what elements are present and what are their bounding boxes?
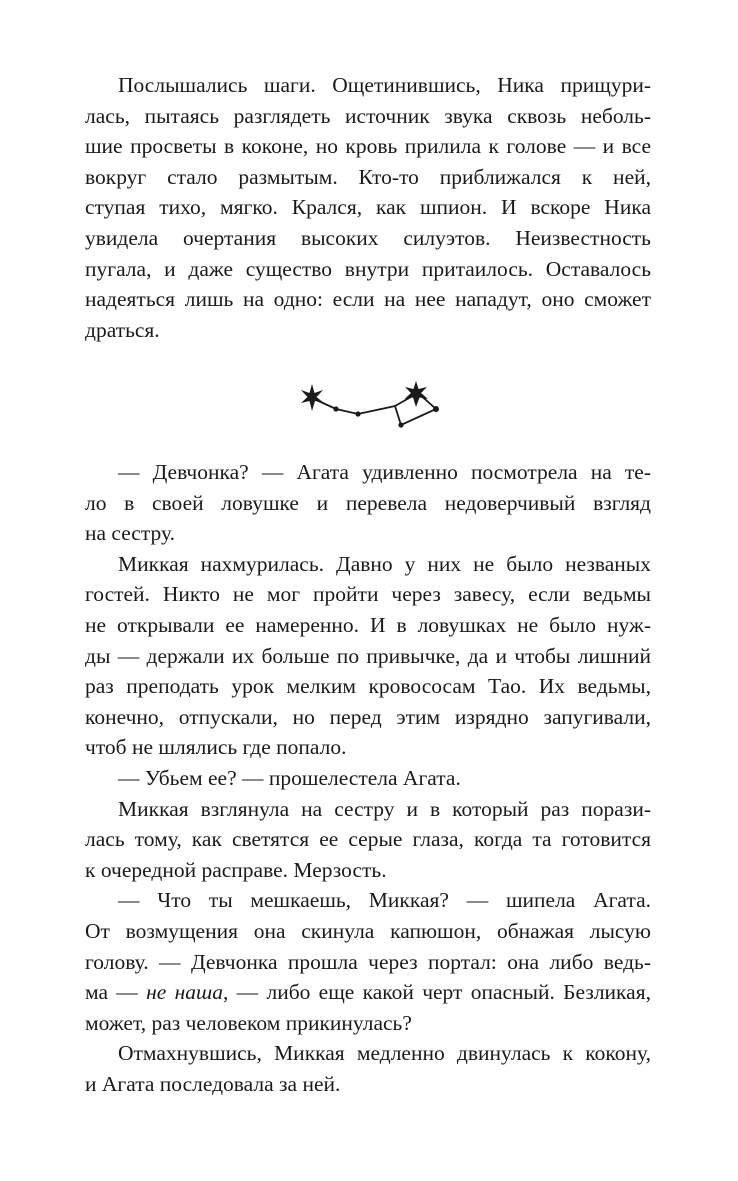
p6-line-2-text: От возмущения она скинула капюшон, обнажая лысую — [85, 918, 651, 943]
section-1 — [85, 70, 651, 345]
p2-line-3 — [85, 518, 651, 549]
p6-line-3-text: голову. — Девчонка прошла через портал: она либо ведь- — [85, 949, 651, 974]
p3-line-6-text: конечно, отпускали, но перед этим изрядно запугивали, — [85, 704, 651, 729]
p3-line-4 — [85, 641, 651, 672]
p1-line-2 — [85, 101, 651, 132]
p1-line-6 — [85, 223, 651, 254]
p5-line-2 — [85, 824, 651, 855]
p6-line-1-text: — Что ты мешкаешь, Миккая? — шипела Агата. — [118, 888, 651, 913]
p3-line-5-text: раз преподать урок мелким кровососам Тао. Их ведьмы, — [85, 674, 651, 699]
p3-line-3 — [85, 610, 651, 641]
p1-line-4 — [85, 162, 651, 193]
p6-line-1 — [85, 885, 651, 916]
p5-line-3 — [85, 855, 651, 886]
p3-line-6 — [85, 702, 651, 733]
p1-line-8 — [85, 284, 651, 315]
p1-line-6-text: увидела очертания высоких силуэтов. Неизвестность — [85, 225, 651, 250]
section-2 — [85, 457, 651, 1099]
p7-line-2-text: и Агата последовала за ней. — [85, 1071, 341, 1096]
p6-line-5-text: может, раз человеком прикинулась? — [85, 1010, 412, 1035]
p3-line-7-text: чтоб не шлялись где попало. — [85, 735, 347, 760]
p7-line-1 — [85, 1038, 651, 1069]
p6-line-3 — [85, 947, 651, 978]
p2-line-2 — [85, 488, 651, 519]
p4-line-1 — [85, 763, 651, 794]
p6-line-5 — [85, 1008, 651, 1039]
p3-line-2-text: гостей. Никто не мог пройти через завесу, если ведьмы — [85, 582, 651, 607]
p1-line-4-text: вокруг стало размытым. Кто-то приближался к ней, — [85, 164, 651, 189]
p1-line-7 — [85, 254, 651, 285]
p7-line-1-text: Отмахнувшись, Миккая медленно двинулась к кокону, — [118, 1041, 651, 1066]
p1-line-9-text: драться. — [85, 317, 160, 342]
p1-line-8-text: надеяться лишь на одно: если на нее нападут, оно сможет — [85, 287, 651, 312]
p1-line-5-text: ступая тихо, мягко. Крался, как шпион. И вскоре Ника — [85, 195, 651, 220]
p6-line-4-end: , — либо еще какой черт опасный. Безликая, — [223, 980, 651, 1005]
p2-line-2-text: ло в своей ловушке и перевела недоверчивый взгляд — [85, 490, 651, 515]
p6-line-2 — [85, 916, 651, 947]
p1-line-3 — [85, 131, 651, 162]
p2-line-1-text: — Девчонка? — Агата удивленно посмотрела на те- — [118, 460, 651, 484]
p4-line-1-text: — Убьем ее? — прошелестела Агата. — [118, 765, 461, 790]
p6-line-4-italic: не наша — [146, 980, 223, 1005]
p1-line-3-text: шие просветы в коконе, но кровь прилила к голове — и все — [85, 134, 651, 159]
p6-line-4 — [85, 977, 651, 1008]
p1-line-1-text: Послышались шаги. Ощетинившись, Ника прищури- — [118, 73, 651, 97]
p3-line-4-text: ды — держали их больше по привычке, да и чтобы лишний — [85, 643, 651, 668]
p3-line-2 — [85, 579, 651, 610]
p1-line-1 — [85, 70, 651, 101]
p1-line-5 — [85, 192, 651, 223]
p5-line-1 — [85, 794, 651, 825]
p6-line-4-start: ма — — [85, 980, 138, 1005]
p1-line-2-text: лась, пытаясь разглядеть источник звука сквозь неболь- — [85, 103, 651, 128]
p2-line-3-text: на сестру. — [85, 521, 175, 546]
p3-line-1 — [85, 549, 651, 580]
p5-line-2-text: лась тому, как светятся ее серые глаза, когда та готовится — [85, 827, 651, 852]
p3-line-3-text: не открывали ее намеренно. И в ловушках не было нуж- — [85, 612, 651, 637]
p5-line-1-text: Миккая взглянула на сестру и в который раз порази- — [118, 796, 651, 821]
p3-line-5 — [85, 671, 651, 702]
constellation-icon — [300, 381, 440, 436]
p1-line-7-text: пугала, и даже существо внутри притаилось. Оставалось — [85, 256, 651, 281]
p3-line-1-text: Миккая нахмурилась. Давно у них не было незваных — [118, 551, 651, 576]
p3-line-7 — [85, 732, 651, 763]
p7-line-2 — [85, 1069, 651, 1100]
p5-line-3-text: к очередной расправе. Мерзость. — [85, 857, 387, 882]
p6-line-4-text — [85, 977, 651, 1008]
p1-line-9 — [85, 315, 651, 346]
p2-line-1 — [85, 457, 651, 488]
